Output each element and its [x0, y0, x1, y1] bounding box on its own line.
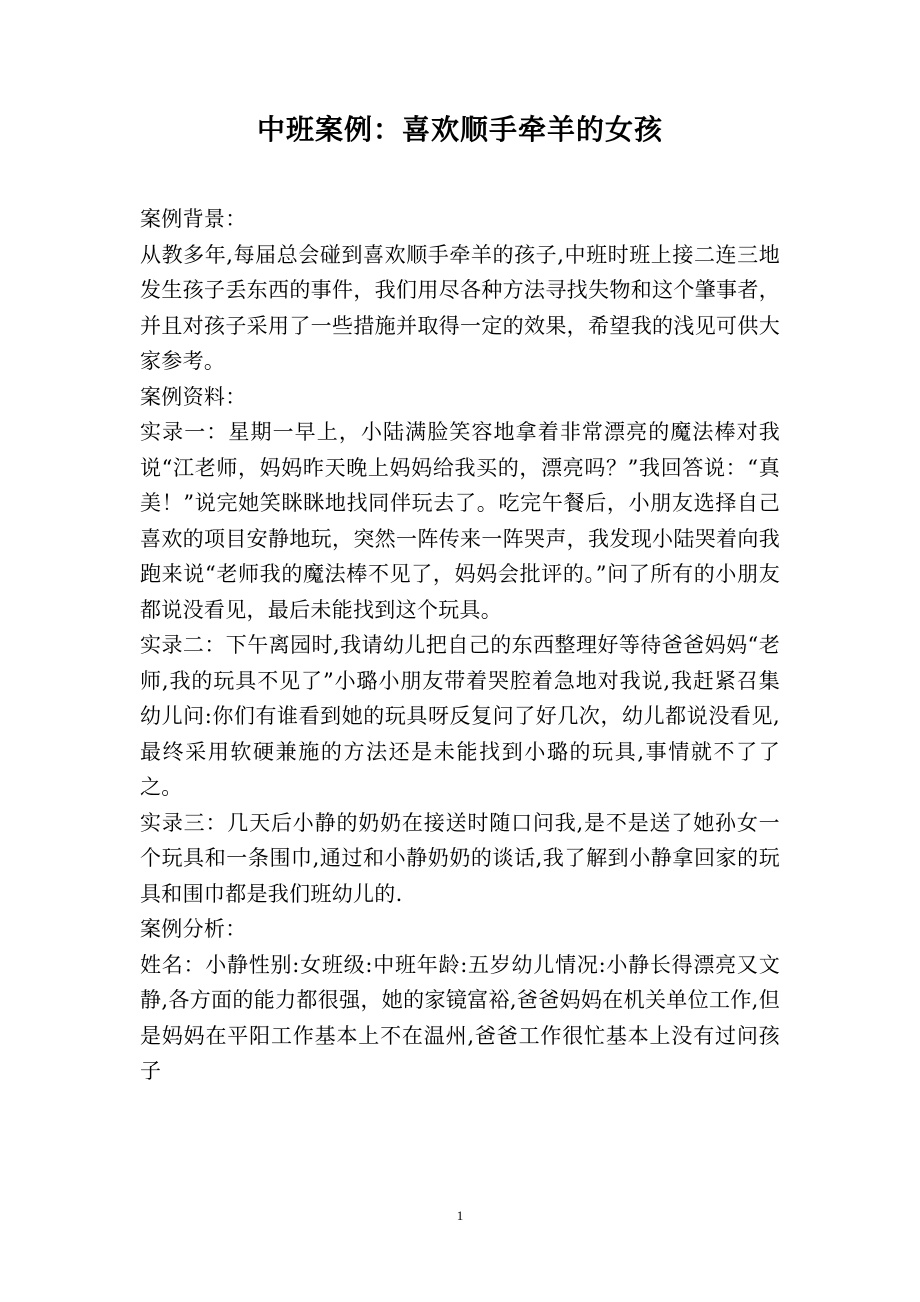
paragraph-record-two: 实录二：下午离园时,我请幼儿把自己的东西整理好等待爸爸妈妈“老师,我的玩具不见了”小璐小朋友带着哭腔着急地对我说,我赶紧召集幼儿问:你们有谁看到她的玩具呀反复问了好几次，幼儿都说没看见,最终采用软硬兼施的方法还是未能找到小璐的玩具,事情就不了了之。	[140, 633, 780, 799]
paragraph-analysis: 姓名：小静性别:女班级:中班年龄:五岁幼儿情况:小静长得漂亮又文静,各方面的能力都很强，她的家镜富裕,爸爸妈妈在机关单位工作,但是妈妈在平阳工作基本上不在温州,爸爸工作很忙基本上没有过问孩子	[140, 952, 780, 1083]
heading-case-materials: 案例资料：	[140, 384, 247, 409]
page-number: 1	[456, 1208, 464, 1223]
paragraph-record-three: 实录三：几天后小静的奶奶在接送时随口问我,是不是送了她孙女一个玩具和一条围巾,通过和小静奶奶的谈话,我了解到小静拿回家的玩具和围巾都是我们班幼儿的.	[140, 810, 780, 906]
paragraph-background: 从教多年,每届总会碰到喜欢顺手牵羊的孩子,中班时班上接二连三地发生孩子丢东西的事件，我们用尽各种方法寻找失物和这个肇事者，并且对孩子采用了一些措施并取得一定的效果，希望我的浅见可供大家参考。	[140, 242, 780, 373]
heading-case-analysis: 案例分析：	[140, 917, 247, 941]
heading-case-background: 案例背景：	[140, 207, 247, 231]
document-title: 中班案例：喜欢顺手牵羊的女孩	[256, 113, 663, 146]
document-body	[140, 202, 780, 1090]
paragraph-record-one: 实录一：星期一早上，小陆满脸笑容地拿着非常漂亮的魔法棒对我说“江老师，妈妈昨天晚上妈妈给我买的，漂亮吗？”我回答说：“真美！”说完她笑眯眯地找同伴玩去了。吃完午餐后，小朋友选择自己喜欢的项目安静地玩，突然一阵传来一阵哭声，我发现小陆哭着向我跑来说“老师我的魔法棒不见了，妈妈会批评的。”问了所有的小朋友都说没看见，最后未能找到这个玩具。	[140, 420, 780, 622]
